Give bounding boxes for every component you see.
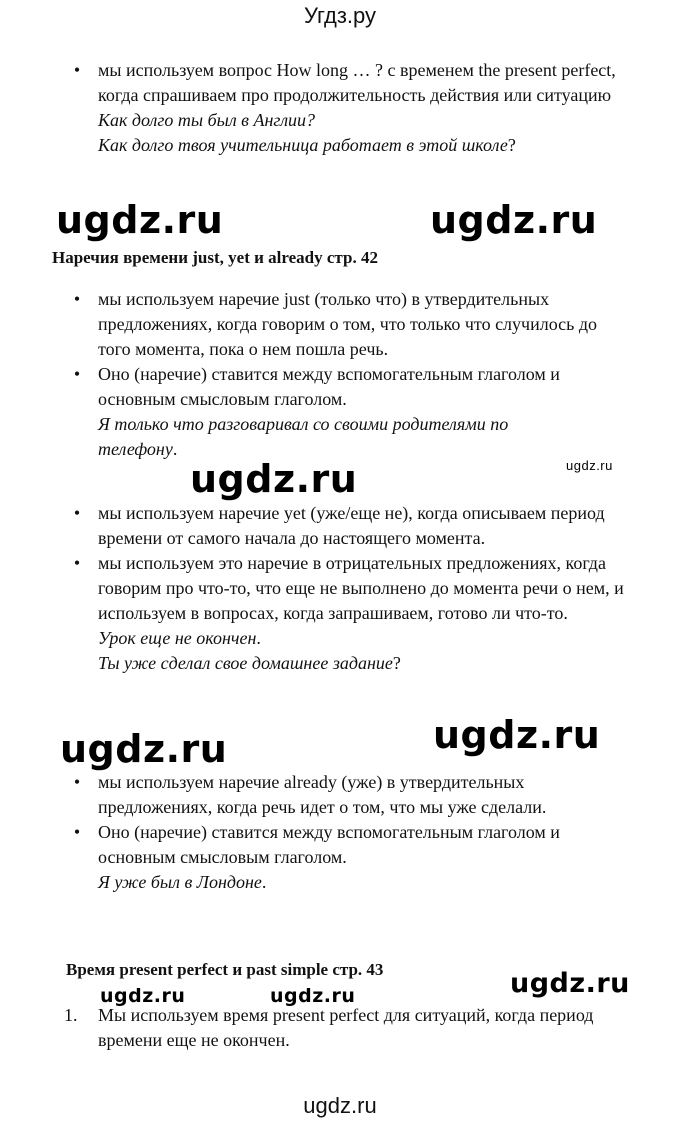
item-number: 1. [64, 1005, 78, 1025]
bullet-text: мы используем вопрос How long … ? с временем the present perfect, когда спрашиваем про продолжительность действия или ситуацию [98, 60, 616, 105]
watermark: ugdz.ru [270, 985, 356, 1007]
example-sentence: Как долго ты был в Англии? [98, 110, 316, 130]
section-yet [64, 501, 634, 676]
watermark: ugdz.ru [510, 968, 630, 999]
bullet-text: Оно (наречие) ставится между вспомогательным глаголом и основным смысловым глаголом. [98, 822, 560, 867]
bullet-item [64, 287, 634, 362]
watermark: ugdz.ru [60, 727, 228, 771]
bullet-icon: • [73, 553, 81, 573]
section-just [64, 287, 634, 462]
example-sentence: Я только что разговаривал со своими родителями по телефону. [98, 414, 509, 459]
bullet-list [64, 770, 634, 870]
bullet-item [64, 820, 634, 870]
section-present-perfect-past-simple [64, 1003, 634, 1053]
site-header: Угдз.ру [303, 3, 377, 28]
section-already [64, 770, 634, 895]
bullet-item [64, 58, 634, 108]
bullet-item [64, 362, 634, 412]
example-sentence: Как долго твоя учительница работает в этой школе? [98, 135, 516, 155]
bullet-list [64, 58, 634, 108]
bullet-text: мы используем наречие just (только что) в утвердительных предложениях, когда говорим о том, что только что случилось до того момента, пока о нем пошла речь. [98, 289, 598, 359]
bullet-icon: • [73, 822, 81, 842]
example-sentence: Я уже был в Лондоне. [98, 872, 267, 892]
bullet-text: мы используем это наречие в отрицательных предложениях, когда говорим про что-то, что еще не выполнено до момента речи о нем, и используем в вопросах, когда запрашиваем, готово ли что-то. [98, 553, 624, 623]
watermark: ugdz.ru [430, 198, 598, 242]
bullet-icon: • [73, 364, 81, 384]
watermark: ugdz.ru [56, 198, 224, 242]
bullet-icon: • [73, 503, 81, 523]
bullet-text: мы используем наречие already (уже) в утвердительных предложениях, когда речь идет о том, что мы уже сделали. [98, 772, 547, 817]
example-sentence: Урок еще не окончен. [98, 628, 261, 648]
bullet-list [64, 501, 634, 626]
bullet-icon: • [73, 60, 81, 80]
watermark: ugdz.ru [100, 985, 186, 1007]
bullet-text: мы используем наречие yet (уже/еще не), когда описываем период времени от самого начала до настоящего момента. [98, 503, 605, 548]
bullet-item [64, 551, 634, 626]
bullet-item [64, 501, 634, 551]
example-sentence: Ты уже сделал свое домашнее задание? [98, 653, 401, 673]
section-how-long [64, 58, 634, 158]
site-footer: ugdz.ru [303, 1093, 377, 1118]
item-text: Мы используем время present perfect для ситуаций, когда период времени еще не окончен. [98, 1005, 594, 1050]
section-heading: Наречия времени just, yet и already стр. 42 [52, 248, 378, 267]
numbered-item [64, 1003, 634, 1053]
watermark: ugdz.ru [433, 713, 601, 757]
bullet-item [64, 770, 634, 820]
watermark: ugdz.ru [566, 458, 613, 473]
bullet-icon: • [73, 772, 81, 792]
bullet-text: Оно (наречие) ставится между вспомогательным глаголом и основным смысловым глаголом. [98, 364, 560, 409]
watermark: ugdz.ru [190, 457, 358, 501]
section-heading: Время present perfect и past simple стр. 43 [66, 960, 384, 979]
bullet-list [64, 287, 634, 412]
bullet-icon: • [73, 289, 81, 309]
